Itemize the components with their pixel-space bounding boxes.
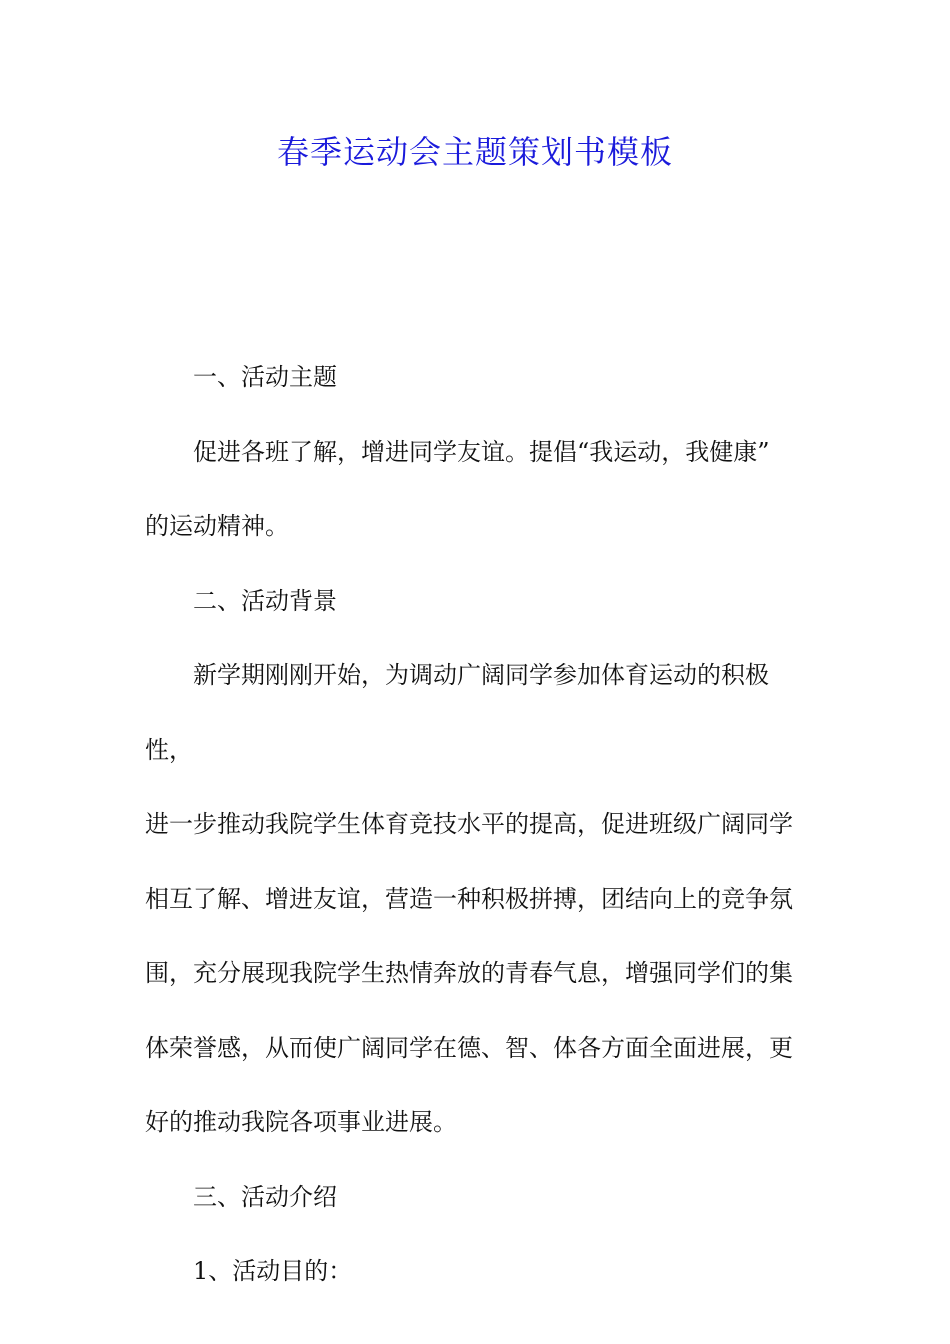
subsection-heading-purpose: 1、活动目的： <box>193 1257 353 1285</box>
paragraph-line: 促进各班了解，增进同学友谊。提倡“我运动，我健康” <box>193 437 770 466</box>
paragraph-theme <box>145 415 815 564</box>
document-body <box>145 340 815 1309</box>
paragraph-line: 新学期刚刚开始，为调动广阔同学参加体育运动的积极性， <box>145 661 769 764</box>
paragraph-background <box>145 638 815 1160</box>
paragraph-line: 的运动精神。 <box>145 512 289 540</box>
section-heading-background: 二、活动背景 <box>193 586 337 615</box>
paragraph-line: 好的推动我院各项事业进展。 <box>145 1108 457 1136</box>
paragraph-line: 相互了解、增进友谊，营造一种积极拼搏，团结向上的竞争氛 <box>145 884 793 913</box>
document-title: 春季运动会主题策划书模板 <box>276 133 673 171</box>
section-heading-introduction: 三、活动介绍 <box>193 1182 337 1211</box>
paragraph-line: 围，充分展现我院学生热情奔放的青春气息，增强同学们的集 <box>145 959 793 987</box>
paragraph-line: 进一步推动我院学生体育竞技水平的提高，促进班级广阔同学 <box>145 810 793 838</box>
paragraph-line: 体荣誉感，从而使广阔同学在德、智、体各方面全面进展，更 <box>145 1033 793 1062</box>
section-heading-theme: 一、活动主题 <box>193 363 337 391</box>
